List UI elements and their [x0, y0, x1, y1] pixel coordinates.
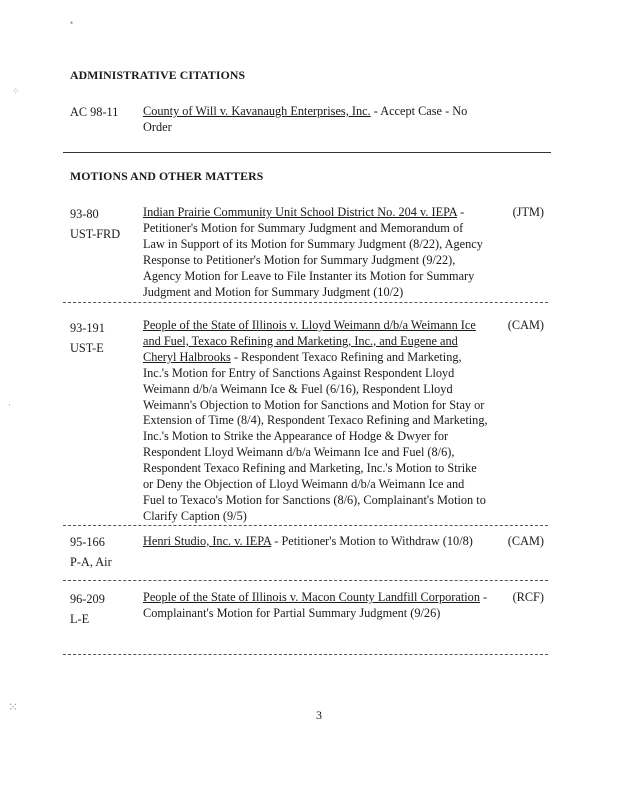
- docket-number: 93-80 UST-FRD: [70, 204, 120, 244]
- entry-text: [143, 590, 488, 622]
- section-heading-motions: MOTIONS AND OTHER MATTERS: [70, 169, 264, 183]
- case-title: County of Will v. Kavanaugh Enterprises, Inc.: [143, 104, 371, 118]
- entry-description: - Complainant's Motion for Partial Summary Judgment (9/26): [143, 590, 488, 620]
- entry-divider: [63, 302, 548, 303]
- staff-initials: (CAM): [507, 318, 544, 332]
- staff-initials: (JTM): [512, 205, 544, 219]
- scan-mark: ·: [8, 400, 11, 410]
- scan-mark: ⁘: [12, 86, 20, 96]
- entry-text: [143, 104, 483, 136]
- section-heading-admin: ADMINISTRATIVE CITATIONS: [70, 68, 246, 82]
- scan-mark: ⁙: [8, 700, 19, 714]
- case-title: Indian Prairie Community Unit School District No. 204 v. IEPA: [143, 205, 458, 219]
- staff-initials: (RCF): [512, 590, 544, 604]
- case-title: People of the State of Illinois v. Lloyd Weimann d/b/a Weimann Ice and Fuel, Texaco Refining and Marketing, Inc., and Eugene and Cheryl Halbrooks: [143, 318, 476, 364]
- case-title: People of the State of Illinois v. Macon County Landfill Corporation: [143, 590, 480, 604]
- docket-number: AC 98-11: [70, 105, 119, 119]
- docket-class: UST-E: [70, 341, 104, 355]
- docket-number: 93-191 UST-E: [70, 318, 105, 358]
- docket-number: 95-166 P-A, Air: [70, 532, 112, 572]
- page-number: 3: [316, 708, 322, 722]
- entry-divider: [63, 654, 548, 655]
- section-divider: [63, 152, 551, 153]
- docket-class: P-A, Air: [70, 555, 112, 569]
- case-title: Henri Studio, Inc. v. IEPA: [143, 534, 272, 548]
- entry-description: - Accept Case - No Order: [143, 104, 468, 134]
- staff-initials: (CAM): [507, 534, 544, 548]
- docket-class: L-E: [70, 612, 90, 626]
- entry-text: [143, 205, 488, 300]
- entry-divider: [63, 580, 548, 581]
- docket-class: UST-FRD: [70, 227, 121, 241]
- entry-description: - Respondent Texaco Refining and Marketing, Inc.'s Motion for Entry of Sanctions Against Respondent Lloyd Weimann d/b/a Weimann Ice & Fuel (6/16), Respondent Lloyd Weimann's Objection to Motion for Sanctions and Motion for Stay or Extension of Time (8/4), Respondent Texaco Refining and Marketing, Inc.'s Motion to Strike the Appearance of Hodge & Dwyer for Respondent Lloyd Weimann d/b/a Weimann Ice and Fuel (8/6), Respondent Texaco Refining and Marketing, Inc.'s Motion to Strike or Deny the Objection of Lloyd Weimann d/b/a Weimann Ice and Fuel to Texaco's Motion for Sanctions (8/6), Complainant's Motion to Clarify Caption (9/5): [143, 349, 488, 523]
- docket-number: 96-209 L-E: [70, 589, 105, 629]
- entry-text: [143, 534, 488, 550]
- entry-description: - Petitioner's Motion to Withdraw (10/8): [271, 534, 473, 548]
- scan-mark: •: [70, 18, 74, 28]
- entry-divider: [63, 525, 548, 526]
- entry-description: - Petitioner's Motion for Summary Judgment and Memorandum of Law in Support of its Motion for Summary Judgment (8/22), Agency Response to Petitioner's Motion for Summary Judgment (9/22), Agency Motion for Leave to File Instanter its Motion for Summary Judgment and Motion for Summary Judgment (10/2): [143, 205, 483, 299]
- entry-text: [143, 318, 488, 525]
